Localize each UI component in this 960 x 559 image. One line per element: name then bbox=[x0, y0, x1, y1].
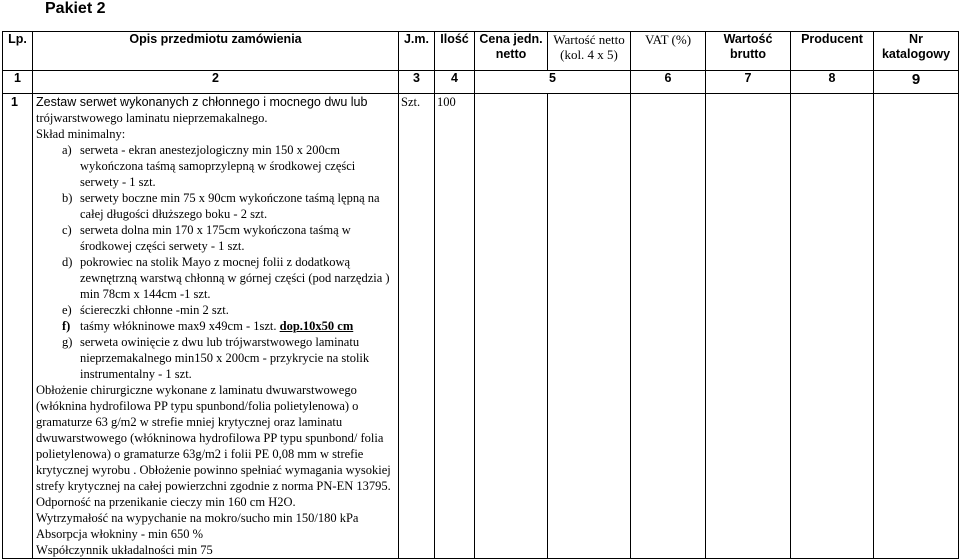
column-number-row bbox=[3, 71, 959, 94]
desc-line-1: Odporność na przenikanie cieczy min 160 cm H2O. bbox=[36, 495, 296, 509]
desc-paragraph: Obłożenie chirurgiczne wykonane z laminatu dwuwarstwowego (włóknina hydrofilowa PP typu spunbond/folia polietylenowa) o gramaturze 63 g/m2 w strefie mniej krytycznej oraz laminatu dwuwarstwowego (włókninowa hydrofilowa PP typu spunbond/ folia polietylenowa) o gramaturze 63g/m2 i folii PE 0,08 mm w strefie krytycznej wyrobu . Obłożenie powinno spełniać wymagania wysokiej strefy krytycznej na całej powierzchni zgodnie z norma PN-EN 13795. bbox=[36, 383, 391, 493]
specification-table bbox=[2, 31, 959, 559]
header-wartosc-netto: Wartość netto (kol. 4 x 5) bbox=[548, 32, 631, 71]
table-row bbox=[3, 94, 959, 559]
colnum-9: 9 bbox=[874, 71, 959, 94]
row-vat bbox=[631, 94, 706, 559]
component-list bbox=[36, 142, 396, 382]
colnum-8: 8 bbox=[791, 71, 874, 94]
row-lp: 1 bbox=[3, 94, 33, 559]
colnum-1: 1 bbox=[3, 71, 33, 94]
row-gross-value bbox=[706, 94, 791, 559]
desc-intro-2: trójwarstwowego laminatu nieprzemakalnego. bbox=[36, 111, 268, 125]
header-cena: Cena jedn. netto bbox=[475, 32, 548, 71]
desc-line-2: Wytrzymałość na wypychanie na mokro/sucho min 150/180 kPa bbox=[36, 511, 359, 525]
list-item: d) pokrowiec na stolik Mayo z mocnej folii z dodatkową zewnętrzną warstwą chłonną w górnej części (pod narzędzia ) min 78cm x 144cm -1 szt. bbox=[62, 255, 390, 301]
desc-line-3: Absorpcja włokniny - min 650 % bbox=[36, 527, 203, 541]
colnum-5: 5 bbox=[475, 71, 631, 94]
list-item: a) serweta - ekran anestezjologiczny min 150 x 200cm wykończona taśmą samoprzylepną w środkowej części serwety - 1 szt. bbox=[62, 143, 356, 189]
colnum-7: 7 bbox=[706, 71, 791, 94]
desc-intro-3: Skład minimalny: bbox=[36, 127, 126, 141]
header-nr: Nr katalogowy bbox=[874, 32, 959, 71]
header-lp: Lp. bbox=[3, 32, 33, 71]
colnum-4: 4 bbox=[435, 71, 475, 94]
row-quantity: 100 bbox=[435, 94, 475, 559]
row-producer bbox=[791, 94, 874, 559]
header-vat: VAT (%) bbox=[631, 32, 706, 71]
header-ilosc: Ilość bbox=[435, 32, 475, 71]
header-jm: J.m. bbox=[399, 32, 435, 71]
list-item: c) serweta dolna min 170 x 175cm wykończona taśmą w środkowej części serwety - 1 szt. bbox=[62, 223, 351, 253]
page-title: Pakiet 2 bbox=[45, 0, 106, 17]
row-description bbox=[33, 94, 399, 559]
amendment-note: dop.10x50 cm bbox=[279, 319, 354, 333]
list-item: b) serwety boczne min 75 x 90cm wykończone taśmą lępną na całej długości dłuższego boku - 2 szt. bbox=[62, 191, 380, 221]
desc-intro-1: Zestaw serwet wykonanych z chłonnego i mocnego dwu lub bbox=[36, 95, 368, 109]
colnum-3: 3 bbox=[399, 71, 435, 94]
header-opis: Opis przedmiotu zamówienia bbox=[33, 32, 399, 71]
list-item: g) serweta owinięcie z dwu lub trójwarstwowego laminatu nieprzemakalnego min150 x 200cm - przykrycie na stolik instrumentalny - 1 szt. bbox=[62, 335, 370, 381]
colnum-2: 2 bbox=[33, 71, 399, 94]
header-row bbox=[3, 32, 959, 71]
row-net-value bbox=[548, 94, 631, 559]
desc-line-4: Współczynnik układalności min 75 bbox=[36, 543, 213, 557]
row-unit: Szt. bbox=[399, 94, 435, 559]
colnum-6: 6 bbox=[631, 71, 706, 94]
list-item: e) ściereczki chłonne -min 2 szt. bbox=[62, 303, 229, 317]
list-item: f) taśmy włókninowe max9 x49cm - 1szt. dop.10x50 cm bbox=[62, 319, 354, 333]
row-catalog-number bbox=[874, 94, 959, 559]
header-wartosc-brutto: Wartość brutto bbox=[706, 32, 791, 71]
header-producent: Producent bbox=[791, 32, 874, 71]
row-unit-price bbox=[475, 94, 548, 559]
